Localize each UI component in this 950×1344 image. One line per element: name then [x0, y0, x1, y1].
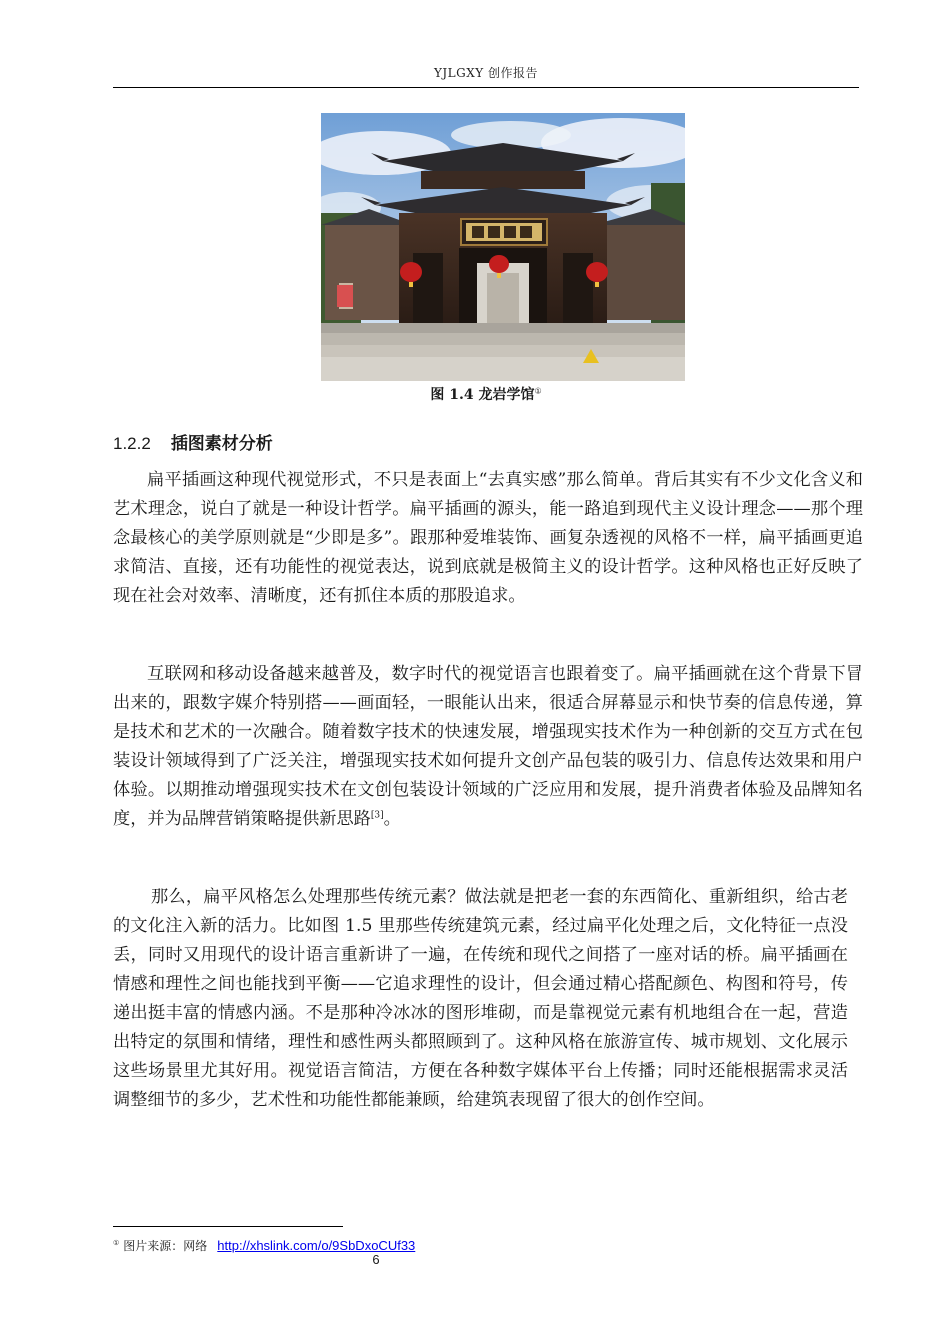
paragraph-1: 扁平插画这种现代视觉形式，不只是表面上“去真实感”那么简单。背后其实有不少文化含义和艺术理念，说白了就是一种设计哲学。扁平插画的源头，能一路追到现代主义设计理念——那个理念最核心的美学原则就是“少即是多”。跟那种爱堆装饰、画复杂透视的风格不一样，扁平插画更追求简洁、直接，还有功能性的视觉表达，说到底就是极简主义的设计哲学。这种风格也正好反映了现在社会对效率、清晰度，还有抓住本质的那股追求。	[113, 470, 863, 606]
footnote-source-label: 图片来源：网络	[123, 1239, 208, 1253]
longyan-academy-photo	[321, 113, 685, 381]
figure-label: 图 1.4	[430, 387, 474, 403]
page-header: YJLGXY 创作报告	[433, 66, 539, 80]
section-title: 插图素材分析	[170, 434, 273, 454]
paragraph-2-end: 。	[383, 809, 401, 829]
header-rule	[113, 87, 859, 88]
footnote-link[interactable]: http://xhslink.com/o/9SbDxoCUf33	[217, 1238, 416, 1253]
paragraph-2-text: 互联网和移动设备越来越普及，数字时代的视觉语言也跟着变了。扁平插画就在这个背景下冒出来的，跟数字媒介特别搭——画面轻，一眼能认出来，很适合屏幕显示和快节奏的信息传递，算是技术和艺术的一次融合。随着数字技术的快速发展，增强现实技术作为一种创新的交互方式在包装设计领域得到了广泛关注，增强现实技术如何提升文创产品包装的吸引力、信息传达效果和用户体验。以期推动增强现实技术在文创包装设计领域的广泛应用和发展，提升消费者体验及品牌知名度，并为品牌营销策略提供新思路	[113, 664, 863, 829]
figure-footnote-mark: ①	[534, 386, 542, 396]
section-number: 1.2.2	[113, 434, 151, 453]
section-heading	[113, 429, 273, 454]
paragraph-2	[113, 660, 863, 834]
footnote-rule	[113, 1226, 343, 1227]
citation-mark: [3]	[370, 810, 384, 821]
figure-caption-text: 龙岩学馆	[478, 387, 535, 403]
figure-caption	[113, 384, 859, 404]
paragraph-3: 那么，扁平风格怎么处理那些传统元素？做法就是把老一套的东西简化、重新组织，给古老的文化注入新的活力。比如图 1.5 里那些传统建筑元素，经过扁平化处理之后，文化特征一点没丢，同时又用现代的设计语言重新讲了一遍，在传统和现代之间搭了一座对话的桥。扁平插画在情感和理性之间也能找到平衡——它追求理性的设计，但会通过精心搭配颜色、构图和符号，传递出挺丰富的情感内涵。不是那种冷冰冰的图形堆砌，而是靠视觉元素有机地组合在一起，营造出特定的氛围和情绪，理性和感性两头都照顾到了。这种风格在旅游宣传、城市规划、文化展示这些场景里尤其好用。视觉语言简洁，方便在各种数字媒体平台上传播；同时还能根据需求灵活调整细节的多少，艺术性和功能性都能兼顾，给建筑表现留了很大的创作空间。	[113, 887, 848, 1110]
page-number: 6	[372, 1252, 380, 1267]
footnote-mark: ①	[113, 1239, 120, 1247]
